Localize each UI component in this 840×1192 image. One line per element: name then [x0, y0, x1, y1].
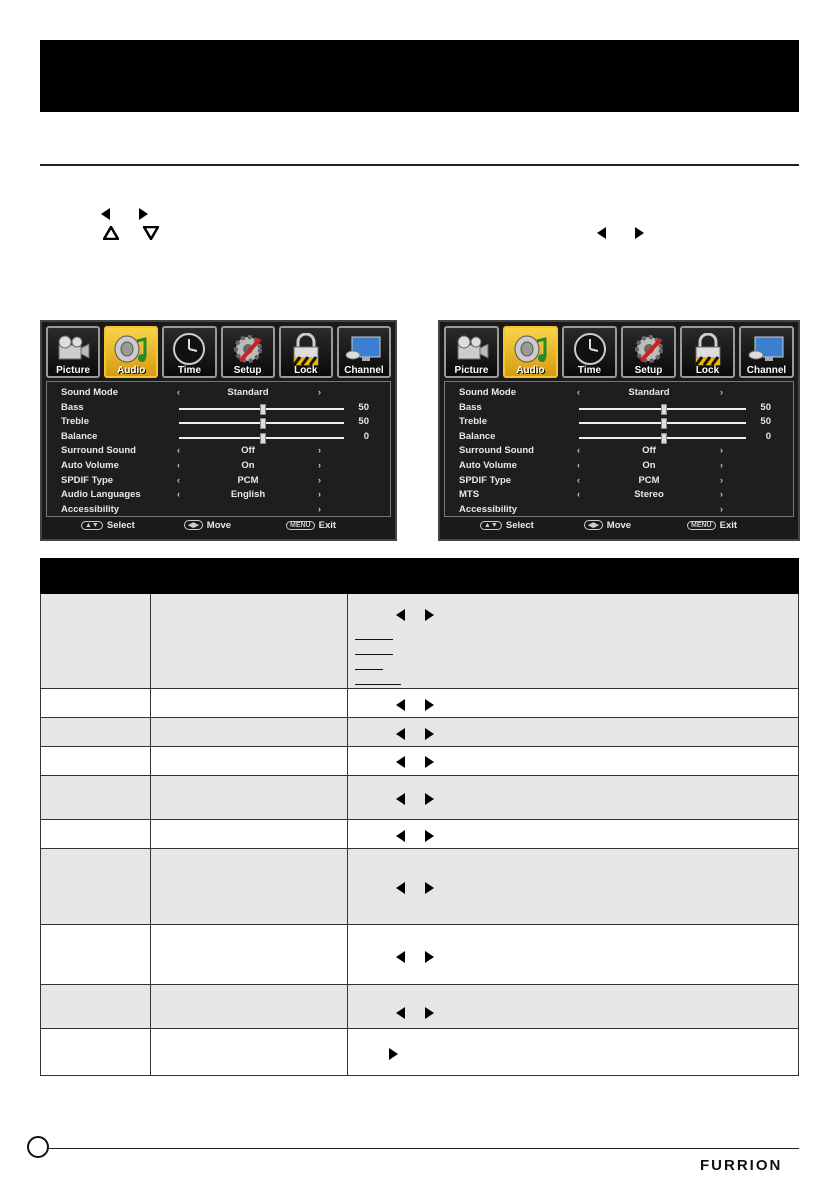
osd-tab-setup[interactable] — [621, 326, 676, 378]
menu-key-icon: MENU — [687, 521, 716, 530]
osd-tab-channel[interactable] — [739, 326, 794, 378]
right-triangle-icon — [425, 951, 434, 963]
osd-slider-knob[interactable] — [260, 404, 266, 415]
osd-row-bass[interactable] — [445, 401, 793, 415]
osd-slider-value: 50 — [760, 401, 771, 413]
osd-row-surround-sound[interactable] — [445, 444, 793, 458]
menu-key-icon: MENU — [286, 521, 315, 530]
column-divider — [150, 776, 151, 819]
left-right-keys-icon: ◀▶ — [584, 520, 603, 530]
osd-row-value: English — [230, 489, 266, 501]
osd-slider-knob[interactable] — [260, 433, 266, 444]
table-row — [40, 985, 799, 1029]
chevron-left-icon[interactable]: ‹ — [577, 489, 580, 500]
osd-settings-list — [444, 381, 794, 517]
osd-row-label: Auto Volume — [459, 460, 517, 471]
osd-row-sound-mode[interactable] — [445, 386, 793, 400]
page-number-circle — [27, 1136, 49, 1158]
osd-slider-value: 0 — [765, 430, 771, 442]
hint-move-label: Move — [206, 520, 232, 531]
osd-tab-label: Time — [177, 365, 202, 376]
table-header — [40, 558, 799, 594]
chevron-left-icon[interactable]: ‹ — [177, 445, 180, 456]
chevron-right-icon[interactable]: › — [720, 460, 723, 470]
up-triangle-icon — [103, 226, 119, 240]
osd-row-label: Surround Sound — [459, 445, 534, 457]
osd-row-mts[interactable] — [445, 488, 793, 502]
left-right-keys-icon: ◀▶ — [184, 520, 203, 530]
chevron-left-icon[interactable]: ‹ — [577, 445, 580, 456]
osd-footer-hints — [444, 518, 794, 536]
footer-rule — [40, 1148, 799, 1149]
chevron-right-icon[interactable]: › — [720, 474, 723, 485]
osd-row-accessibility[interactable] — [47, 503, 390, 517]
right-triangle-icon — [425, 756, 434, 768]
column-divider — [347, 1029, 348, 1075]
osd-tab-bar — [46, 326, 391, 378]
osd-tab-audio[interactable] — [503, 326, 558, 378]
chevron-right-icon[interactable]: › — [318, 474, 321, 485]
osd-row-spdif-type[interactable] — [445, 474, 793, 488]
column-divider — [150, 1029, 151, 1075]
up-down-keys-icon: ▲▼ — [81, 521, 103, 530]
osd-audio-menu-analog — [40, 320, 397, 541]
right-triangle-icon — [139, 208, 148, 220]
osd-row-label: Accessibility — [61, 503, 120, 515]
column-divider — [150, 718, 151, 746]
osd-tab-audio[interactable] — [104, 326, 158, 378]
chevron-right-icon[interactable]: › — [720, 445, 723, 456]
osd-slider-value: 50 — [358, 401, 369, 413]
left-triangle-icon — [396, 728, 405, 740]
hint-move-label: Move — [606, 520, 632, 531]
osd-row-treble[interactable] — [47, 415, 390, 429]
brand-logo: FURRION — [700, 1157, 783, 1174]
chevron-left-icon[interactable]: ‹ — [577, 474, 580, 485]
osd-row-spdif-type[interactable] — [47, 474, 390, 488]
column-divider — [150, 747, 151, 775]
instruction-line-2 — [40, 226, 800, 244]
osd-row-surround-sound[interactable] — [47, 444, 390, 458]
hint-select — [480, 520, 534, 531]
left-triangle-icon — [396, 951, 405, 963]
instruction-line-1 — [40, 206, 800, 224]
table-row — [40, 776, 799, 820]
chevron-right-icon[interactable]: › — [720, 503, 723, 514]
osd-tab-time[interactable] — [562, 326, 617, 378]
chevron-left-icon[interactable]: ‹ — [177, 460, 180, 470]
chevron-left-icon[interactable]: ‹ — [177, 387, 180, 397]
right-triangle-icon — [425, 1007, 434, 1019]
underline-mark — [355, 639, 393, 640]
column-divider — [347, 718, 348, 746]
column-divider — [150, 985, 151, 1028]
chevron-right-icon[interactable]: › — [720, 489, 723, 500]
table-row — [40, 849, 799, 925]
osd-tab-lock[interactable] — [680, 326, 735, 378]
osd-row-auto-volume[interactable] — [47, 459, 390, 473]
osd-row-sound-mode[interactable] — [47, 386, 390, 400]
left-triangle-icon — [101, 208, 110, 220]
osd-slider-value: 50 — [760, 416, 771, 428]
left-triangle-icon — [396, 1007, 405, 1019]
osd-tab-lock[interactable] — [279, 326, 333, 378]
left-triangle-icon — [396, 793, 405, 805]
column-divider — [150, 689, 151, 717]
hint-select-label: Select — [505, 520, 534, 531]
up-down-keys-icon: ▲▼ — [480, 521, 502, 530]
osd-tab-picture[interactable] — [444, 326, 499, 378]
column-divider — [347, 849, 348, 924]
table-row — [40, 1029, 799, 1076]
underline-mark — [355, 669, 383, 670]
osd-tab-label: Picture — [454, 365, 489, 376]
osd-tab-label: Setup — [233, 365, 262, 376]
section-header-bar — [40, 40, 799, 112]
left-triangle-icon — [597, 227, 606, 239]
table-row — [40, 689, 799, 718]
osd-slider-knob[interactable] — [661, 418, 667, 429]
table-row — [40, 747, 799, 776]
left-triangle-icon — [396, 699, 405, 711]
hint-select — [81, 520, 135, 531]
osd-tab-label: Picture — [56, 365, 91, 376]
osd-row-label: MTS — [459, 489, 480, 501]
osd-slider-value: 0 — [363, 430, 369, 442]
right-triangle-icon — [425, 882, 434, 894]
chevron-left-icon[interactable]: ‹ — [177, 474, 180, 485]
hint-exit — [687, 520, 737, 531]
table-row — [40, 925, 799, 985]
chevron-right-icon[interactable]: › — [318, 503, 321, 514]
osd-tab-label: Setup — [634, 365, 663, 376]
right-triangle-icon — [425, 699, 434, 711]
osd-row-label: SPDIF Type — [459, 474, 512, 486]
hint-exit-label: Exit — [318, 520, 337, 531]
table-row — [40, 594, 799, 689]
osd-row-value: Stereo — [634, 489, 664, 501]
osd-row-label: Sound Mode — [61, 387, 118, 398]
right-triangle-icon — [635, 227, 644, 239]
right-triangle-icon — [425, 793, 434, 805]
right-triangle-icon — [389, 1048, 398, 1060]
osd-row-label: SPDIF Type — [61, 474, 114, 486]
column-divider — [150, 820, 151, 848]
left-triangle-icon — [396, 882, 405, 894]
osd-row-value: On — [642, 460, 656, 471]
osd-row-accessibility[interactable] — [445, 503, 793, 517]
osd-settings-list — [46, 381, 391, 517]
osd-row-value: Off — [241, 445, 255, 457]
osd-tab-picture[interactable] — [46, 326, 100, 378]
column-divider — [347, 985, 348, 1028]
osd-row-label: Bass — [61, 401, 84, 413]
osd-tab-label: Channel — [344, 365, 384, 376]
column-divider — [347, 689, 348, 717]
chevron-left-icon[interactable]: ‹ — [577, 387, 580, 397]
osd-row-value: Off — [642, 445, 656, 457]
chevron-left-icon[interactable]: ‹ — [177, 489, 180, 500]
chevron-left-icon[interactable]: ‹ — [577, 460, 580, 470]
osd-audio-menu-digital — [438, 320, 800, 541]
osd-row-treble[interactable] — [445, 415, 793, 429]
left-triangle-icon — [396, 609, 405, 621]
right-triangle-icon — [425, 830, 434, 842]
osd-tab-label: Time — [577, 365, 602, 376]
hint-exit-label: Exit — [719, 520, 738, 531]
osd-row-balance[interactable] — [445, 430, 793, 444]
osd-slider-value: 50 — [358, 416, 369, 428]
osd-row-label: Treble — [459, 416, 487, 428]
down-triangle-icon — [143, 226, 159, 240]
chevron-right-icon[interactable]: › — [318, 387, 321, 397]
osd-row-label: Sound Mode — [459, 387, 516, 398]
underline-mark — [355, 654, 393, 655]
osd-tab-time[interactable] — [162, 326, 216, 378]
chevron-right-icon[interactable]: › — [318, 445, 321, 456]
column-divider — [347, 776, 348, 819]
osd-row-label: Bass — [459, 401, 482, 413]
right-triangle-icon — [425, 609, 434, 621]
hint-move — [584, 520, 631, 531]
section-divider — [40, 164, 799, 166]
column-divider — [150, 849, 151, 924]
osd-row-label: Balance — [61, 430, 98, 442]
hint-move — [184, 520, 231, 531]
osd-tab-label: Channel — [746, 365, 787, 376]
osd-row-value: PCM — [237, 474, 259, 486]
left-triangle-icon — [396, 830, 405, 842]
osd-row-bass[interactable] — [47, 401, 390, 415]
column-divider — [150, 925, 151, 984]
osd-tab-label: Lock — [294, 365, 318, 376]
osd-row-label: Surround Sound — [61, 445, 136, 457]
osd-row-label: Balance — [459, 430, 496, 442]
column-divider — [347, 747, 348, 775]
osd-row-label: Audio Languages — [61, 489, 141, 501]
column-divider — [150, 594, 151, 688]
osd-tab-channel[interactable] — [337, 326, 391, 378]
table-row — [40, 718, 799, 747]
osd-row-value: Standard — [628, 387, 670, 398]
table-row — [40, 820, 799, 849]
osd-row-balance[interactable] — [47, 430, 390, 444]
chevron-right-icon[interactable]: › — [720, 387, 723, 397]
osd-row-audio-languages[interactable] — [47, 488, 390, 502]
osd-row-label: Auto Volume — [61, 460, 119, 471]
osd-row-value: PCM — [638, 474, 660, 486]
osd-row-label: Treble — [61, 416, 89, 428]
osd-slider-knob[interactable] — [661, 433, 667, 444]
osd-tab-label: Lock — [695, 365, 720, 376]
column-divider — [347, 820, 348, 848]
osd-tab-label: Audio — [117, 365, 146, 376]
hint-exit — [286, 520, 336, 531]
osd-tab-label: Audio — [516, 365, 545, 376]
osd-row-value: Standard — [227, 387, 269, 398]
osd-footer-hints — [46, 518, 391, 536]
osd-row-auto-volume[interactable] — [445, 459, 793, 473]
column-divider — [347, 594, 348, 688]
chevron-right-icon[interactable]: › — [318, 460, 321, 470]
osd-slider-knob[interactable] — [260, 418, 266, 429]
left-triangle-icon — [396, 756, 405, 768]
underline-mark — [355, 684, 401, 685]
column-divider — [347, 925, 348, 984]
osd-tab-setup[interactable] — [221, 326, 275, 378]
osd-slider-knob[interactable] — [661, 404, 667, 415]
osd-tab-bar — [444, 326, 794, 378]
osd-row-label: Accessibility — [459, 503, 518, 515]
right-triangle-icon — [425, 728, 434, 740]
osd-row-value: On — [241, 460, 255, 471]
hint-select-label: Select — [106, 520, 135, 531]
chevron-right-icon[interactable]: › — [318, 489, 321, 500]
